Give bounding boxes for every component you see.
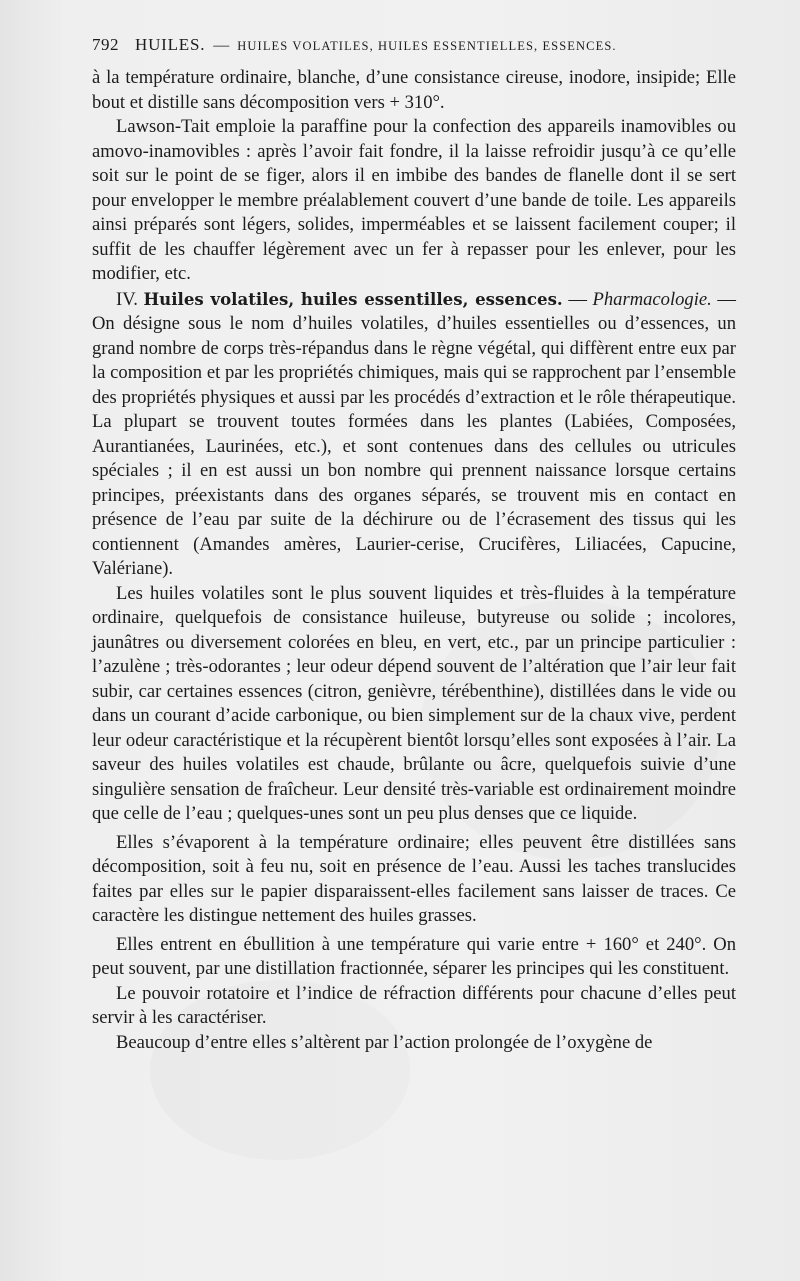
paragraph-properties: Les huiles volatiles sont le plus souvent liquides et très-fluides à la température ordinaire, quelquefois de consistance huileuse, butyreuse ou solide ; incolores, jaunâtres ou diversement colorées en bleu, en vert, etc., par un principe particulier : l’azulène ; très-odorantes ; leur odeur dépend souvent de l’altération que l’air leur fait subir, car certaines essences (citron, genièvre, térébenthine), distillées dans le vide ou dans un courant d’acide carbonique, ou bien simplement sur de la chaux vive, perdent leur odeur caractéristique et la récupèrent bientôt lorsqu’elles sont exposées à l’air. La saveur des huiles volatiles est chaude, brûlante ou âcre, quelquefois suivie d’une singulière sensation de fraîcheur. Leur densité très-variable est ordinairement moindre que celle de l’eau ; quelques-unes sont un peu plus denses que ce liquide. <box>92 582 736 824</box>
paragraph-lawson-tait: Lawson-Tait emploie la paraffine pour la confection des appareils inamovibles ou amovo-inamovibles : après l’avoir fait fondre, il la laisse refroidir jusqu’à ce qu’elle soit sur le point de se figer, alors il en imbibe des bandes de flanelle dont il se sert pour envelopper le membre préalablement couvert d’une bande de toile. Les appareils ainsi préparés sont légers, solides, imperméables et se laissent facilement couper; il suffit de les chauffer légèrement avec un fer à repasser pour les enlever, pour les modifier, etc. <box>92 116 736 284</box>
page-number: 792 <box>92 35 119 54</box>
header-dash: — <box>213 37 230 54</box>
pharmacologie-label: Pharmacologie. <box>592 288 712 310</box>
paragraph-oxygen: Beaucoup d’entre elles s’altèrent par l’action prolongée de l’oxygène de <box>116 1031 653 1053</box>
section-number: IV. <box>116 288 138 310</box>
paragraph-ebullition: Elles entrent en ébullition à une température qui varie entre + 160° et 240°. On peut souvent, par une distillation fractionnée, séparer les principes qui les constituent. <box>92 933 736 979</box>
paragraph-section-iv <box>92 287 736 582</box>
running-title: HUILES. <box>135 35 206 54</box>
paragraph-rotatory-power: Le pouvoir rotatoire et l’indice de réfraction différents pour chacune d’elles peut servir à les caractériser. <box>92 982 736 1028</box>
section-body: — On désigne sous le nom d’huiles volatiles, d’huiles essentielles ou d’essences, un grand nombre de corps très-répandus dans le règne végétal, qui diffèrent entre eux par la composition et par les propriétés chimiques, mais qui se rapprochent par l’ensemble des propriétés physiques et aussi par les procédés d’extraction et le rôle thérapeutique. La plupart se trouvent toutes formées dans les plantes (Labiées, Composées, Aurantianées, Laurinées, etc.), et sont contenues dans des cellules ou utricules spéciales ; il en est aussi un bon nombre qui prennent naissance lorsque certains principes, préexistants dans des organes séparés, se trouvent mis en contact en présence de l’eau par suite de la déchirure ou de l’écrasement des tissus qui les contiennent (Amandes amères, Laurier-cerise, Crucifères, Liliacées, Capucine, Valériane). <box>92 288 736 579</box>
running-subtitle: HUILES VOLATILES, HUILES ESSENTIELLES, ESSENCES. <box>237 39 617 53</box>
section-dash: — <box>568 288 587 310</box>
paragraph-paraffin-end: à la température ordinaire, blanche, d’une consistance cireuse, inodore, insipide; Elle bout et distille sans décomposition vers + 310°. <box>92 67 736 113</box>
running-header <box>92 33 772 57</box>
section-title: Huiles volatiles, huiles essentilles, essences. <box>143 288 563 309</box>
body-text <box>92 66 736 1055</box>
paragraph-evaporation: Elles s’évaporent à la température ordinaire; elles peuvent être distillées sans décomposition, soit à feu nu, soit en présence de l’eau. Aussi les taches translucides faites par elles sur le papier disparaissent-elles facilement sans laisser de traces. Ce caractère les distingue nettement des huiles grasses. <box>92 831 736 926</box>
